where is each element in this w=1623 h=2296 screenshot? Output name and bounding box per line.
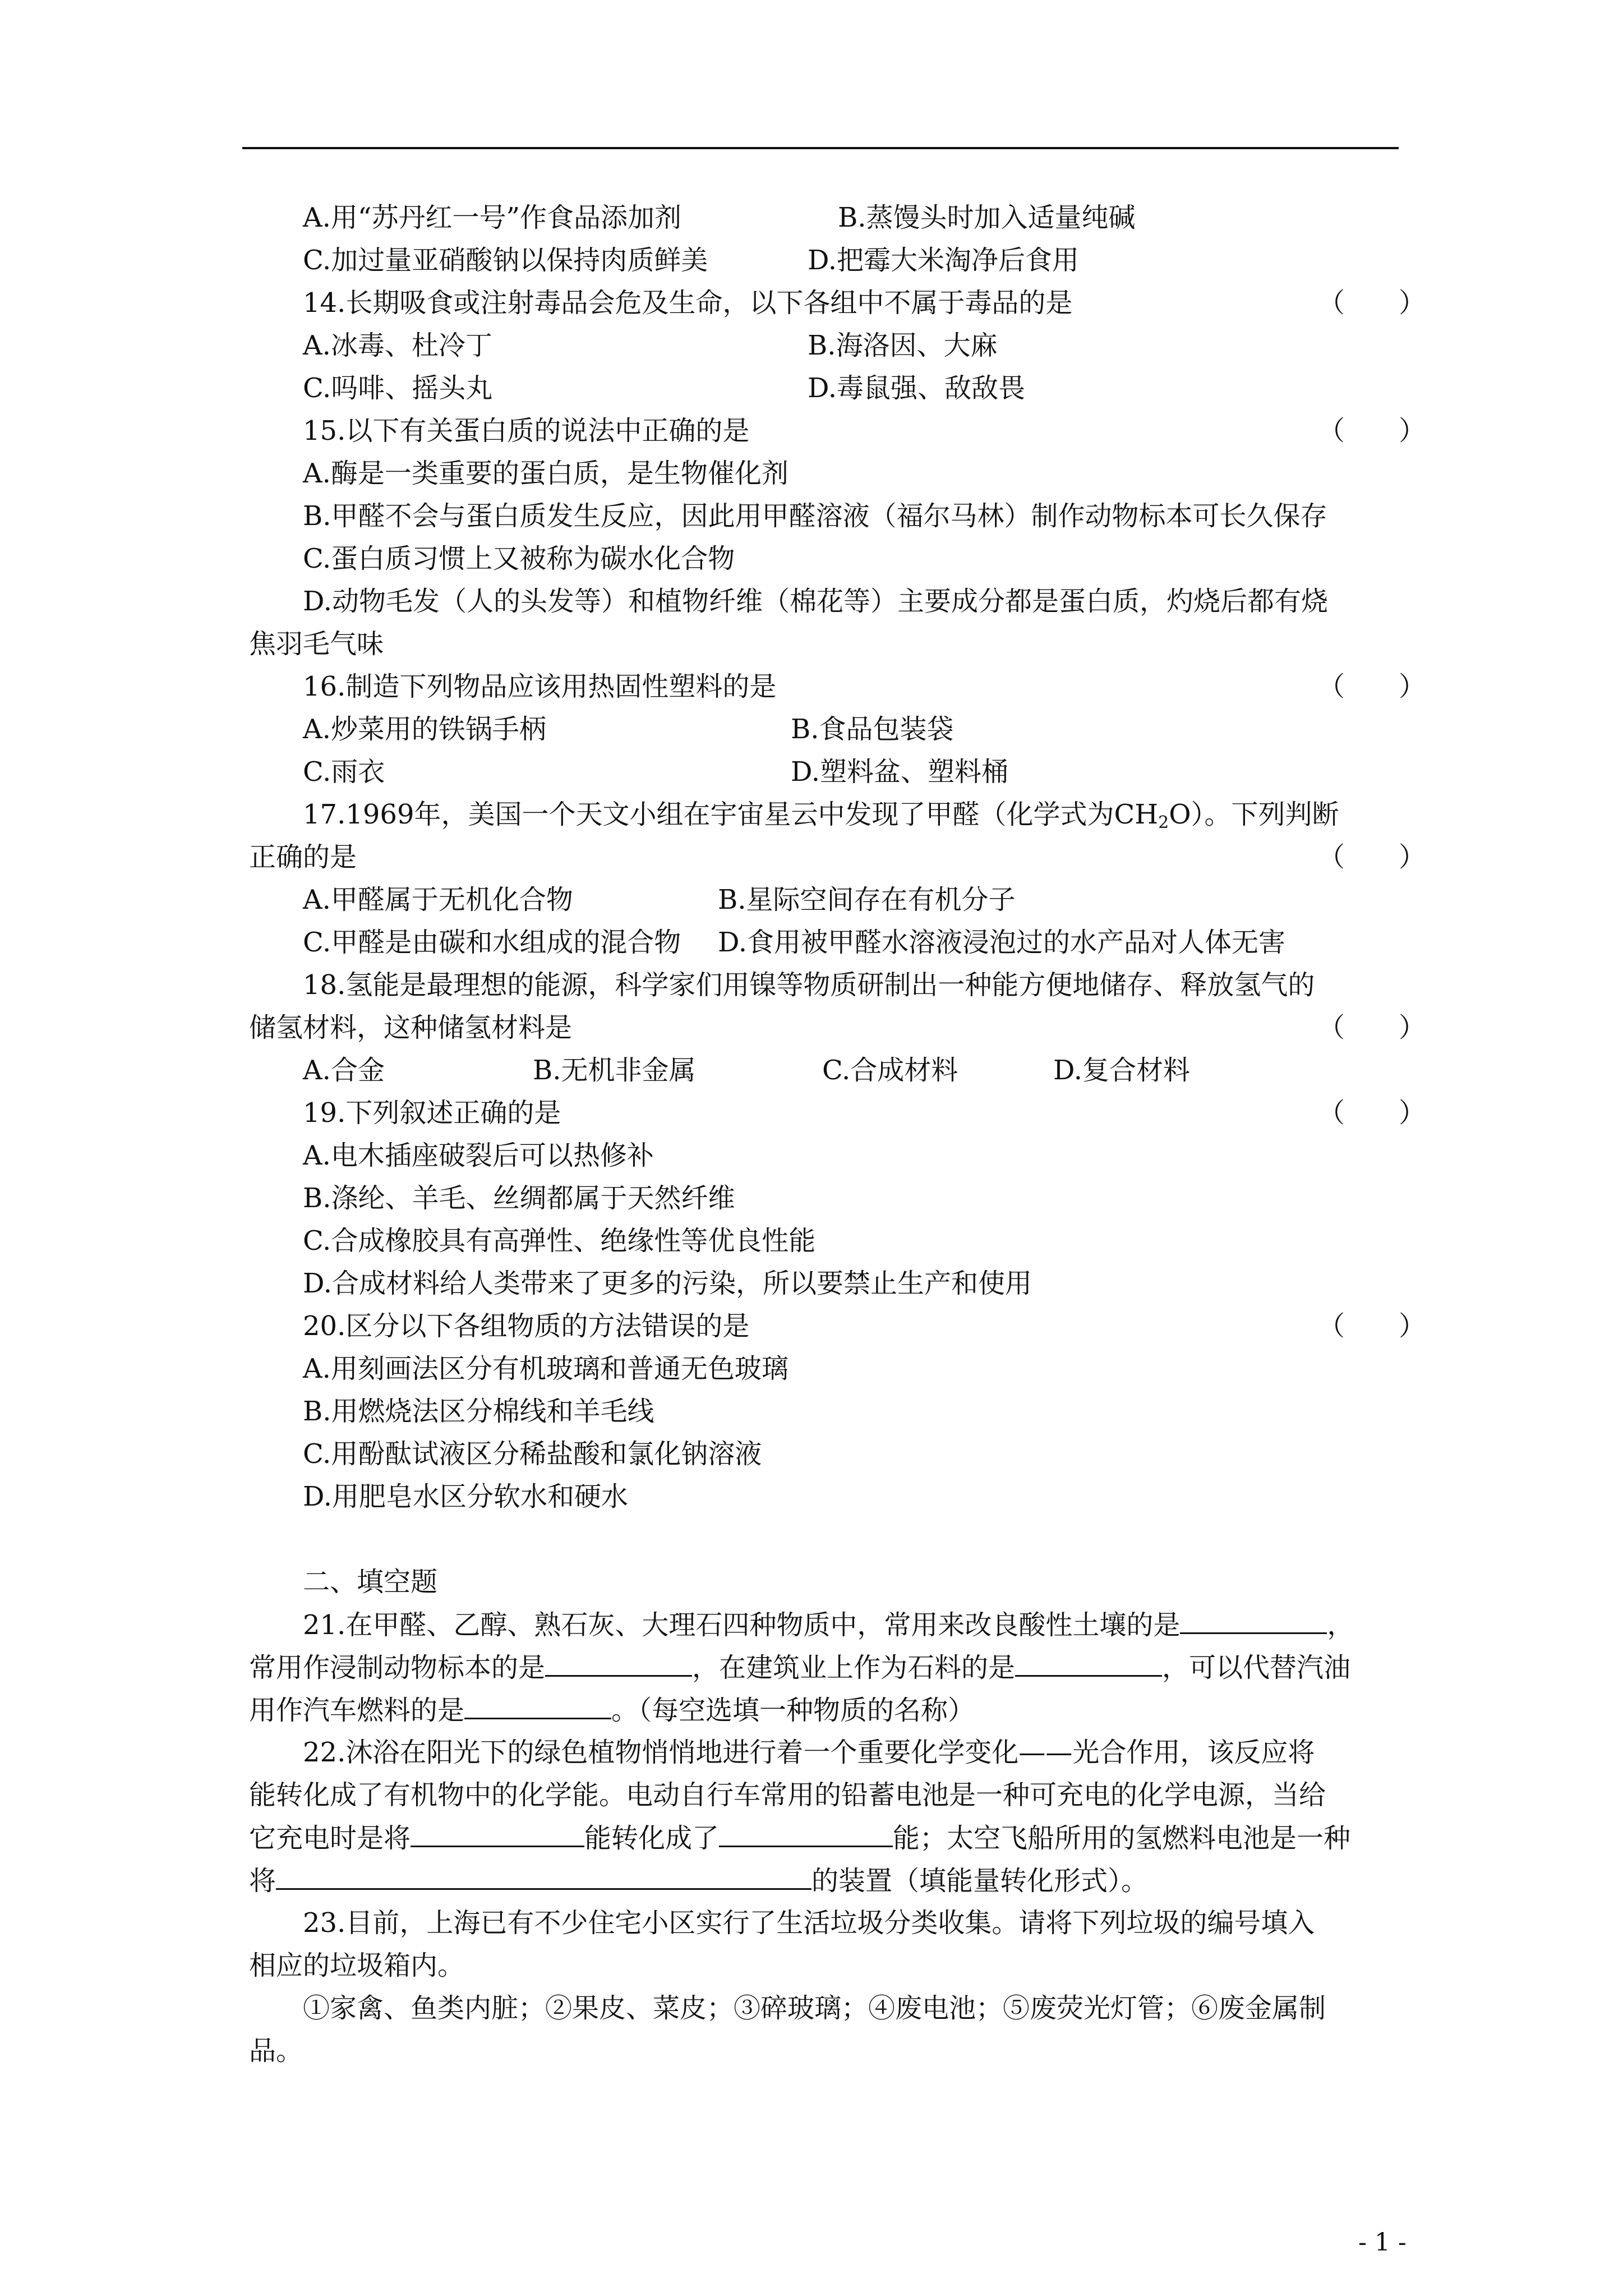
q15-option-d-line2: 焦羽毛气味 (249, 628, 384, 660)
page-number: - 1 - (1358, 2228, 1407, 2257)
q17-stem-part2: O）。下列判断 (1169, 799, 1339, 830)
q16-option-d: D.塑料盆、塑料桶 (791, 756, 1009, 788)
q18-option-b: B.无机非金属 (533, 1055, 696, 1086)
q23-line4: 品。 (249, 2035, 303, 2067)
q17-answer-paren: （ ） (1318, 841, 1426, 873)
q17-option-b: B.星际空间存在有机分子 (718, 884, 1016, 915)
q19-answer-paren: （ ） (1318, 1097, 1426, 1129)
q17-stem-line1 (303, 798, 1339, 831)
q14-option-d: D.毒鼠强、敌敌畏 (808, 372, 1026, 404)
q13-option-b: B.蒸馒头时加入适量纯碱 (838, 202, 1136, 233)
q23-line3: ①家禽、鱼类内脏；②果皮、菜皮；③碎玻璃；④废电池；⑤废荧光灯管；⑥废金属制 (303, 1993, 1326, 2024)
q15-option-c: C.蛋白质习惯上又被称为碳水化合物 (303, 543, 735, 574)
q22-text: 将 (249, 1865, 276, 1897)
q22-line4 (249, 1864, 1148, 1898)
q20-option-b: B.用燃烧法区分棉线和羊毛线 (303, 1396, 654, 1427)
q14-answer-paren: （ ） (1318, 287, 1426, 319)
q20-option-d: D.用肥皂水区分软水和硬水 (303, 1481, 629, 1512)
q21-text: 常用作浸制动物标本的是 (249, 1652, 546, 1683)
q17-stem-part1: 17.1969年，美国一个天文小组在宇宙星云中发现了甲醛（化学式为CH (303, 799, 1159, 830)
q22-text: 能；太空飞船所用的氢燃料电池是一种 (893, 1823, 1351, 1854)
q22-blank-3[interactable] (276, 1864, 811, 1890)
q21-blank-4[interactable] (464, 1693, 611, 1719)
q18-answer-paren: （ ） (1318, 1012, 1426, 1043)
q19-option-d: D.合成材料给人类带来了更多的污染，所以要禁止生产和使用 (303, 1268, 1032, 1299)
q23-line1: 23.目前，上海已有不少住宅小区实行了生活垃圾分类收集。请将下列垃圾的编号填入 (303, 1907, 1315, 1939)
q21-blank-1[interactable] (1180, 1608, 1327, 1634)
q14-stem: 14.长期吸食或注射毒品会危及生命，以下各组中不属于毒品的是 (303, 287, 1073, 319)
q19-stem: 19.下列叙述正确的是 (303, 1097, 561, 1129)
q19-option-c: C.合成橡胶具有高弹性、绝缘性等优良性能 (303, 1225, 816, 1257)
q15-option-a: A.酶是一类重要的蛋白质，是生物催化剂 (303, 458, 789, 489)
q22-line2: 能转化成了有机物中的化学能。电动自行车常用的铅蓄电池是一种可充电的化学电源，当给 (249, 1779, 1326, 1811)
q13-option-a: A.用“苏丹红一号”作食品添加剂 (303, 202, 682, 233)
q23-line2: 相应的垃圾箱内。 (249, 1950, 465, 1981)
q18-option-d: D.复合材料 (1053, 1055, 1191, 1086)
q21-comma: ， (1327, 1609, 1354, 1641)
q16-stem: 16.制造下列物品应该用热固性塑料的是 (303, 671, 777, 702)
q14-option-b: B.海洛因、大麻 (808, 330, 998, 361)
q16-option-b: B.食品包装袋 (791, 714, 954, 745)
q20-option-a: A.用刻画法区分有机玻璃和普通无色玻璃 (303, 1353, 789, 1384)
q18-option-c: C.合成材料 (822, 1055, 958, 1086)
q17-subscript: 2 (1158, 813, 1169, 832)
q15-stem: 15.以下有关蛋白质的说法中正确的是 (303, 415, 750, 447)
q19-option-a: A.电木插座破裂后可以热修补 (303, 1140, 654, 1171)
q21-text: ，可以代替汽油 (1162, 1652, 1351, 1683)
q22-text: 能转化成了 (584, 1823, 720, 1854)
q19-option-b: B.涤纶、羊毛、丝绸都属于天然纤维 (303, 1182, 735, 1214)
q21-blank-3[interactable] (1015, 1650, 1162, 1677)
q21-text: 21.在甲醛、乙醇、熟石灰、大理石四种物质中，常用来改良酸性土壤的是 (303, 1609, 1181, 1641)
q15-answer-paren: （ ） (1318, 415, 1426, 447)
q18-option-a: A.合金 (303, 1055, 385, 1086)
q17-option-c: C.甲醛是由碳和水组成的混合物 (303, 927, 681, 958)
q22-blank-1[interactable] (411, 1821, 584, 1847)
q16-option-c: C.雨衣 (303, 756, 385, 788)
q16-answer-paren: （ ） (1318, 671, 1426, 702)
q20-option-c: C.用酚酞试液区分稀盐酸和氯化钠溶液 (303, 1438, 762, 1470)
header-rule (242, 147, 1399, 149)
q21-text: 用作汽车燃料的是 (249, 1695, 465, 1726)
q22-blank-2[interactable] (719, 1821, 893, 1847)
q21-line2 (249, 1650, 1350, 1685)
q18-stem-line1: 18.氢能是最理想的能源，科学家们用镍等物质研制出一种能方便地储存、释放氢气的 (303, 969, 1315, 1001)
q21-line1 (303, 1608, 1354, 1642)
q20-answer-paren: （ ） (1318, 1310, 1426, 1342)
q18-stem-line2: 储氢材料，这种储氢材料是 (249, 1012, 573, 1043)
q14-option-c: C.吗啡、摇头丸 (303, 372, 493, 404)
q22-text: 的装置（填能量转化形式）。 (811, 1865, 1149, 1897)
q15-option-b: B.甲醛不会与蛋白质发生反应，因此用甲醛溶液（福尔马林）制作动物标本可长久保存 (303, 500, 1327, 532)
q13-option-c: C.加过量亚硝酸钠以保持肉质鲜美 (303, 245, 708, 276)
q17-option-d: D.食用被甲醛水溶液浸泡过的水产品对人体无害 (718, 927, 1286, 958)
q22-text: 它充电时是将 (249, 1823, 411, 1854)
section-title-fill-in: 二、填空题 (303, 1566, 438, 1598)
q17-option-a: A.甲醛属于无机化合物 (303, 884, 573, 915)
q15-option-d-line1: D.动物毛发（人的头发等）和植物纤维（棉花等）主要成分都是蛋白质，灼烧后都有烧 (303, 586, 1329, 617)
q21-line3 (249, 1693, 975, 1727)
q21-blank-2[interactable] (545, 1650, 692, 1677)
q16-option-a: A.炒菜用的铁锅手柄 (303, 714, 546, 745)
q13-option-d: D.把霉大米淘净后食用 (808, 245, 1080, 276)
q22-line1: 22.沐浴在阳光下的绿色植物悄悄地进行着一个重要化学变化——光合作用，该反应将 (303, 1737, 1315, 1768)
q17-stem-line2: 正确的是 (249, 841, 357, 873)
q14-option-a: A.冰毒、杜冷丁 (303, 330, 492, 361)
q21-text: 。（每空选填一种物质的名称） (611, 1695, 975, 1726)
q20-stem: 20.区分以下各组物质的方法错误的是 (303, 1310, 750, 1342)
q22-line3 (249, 1821, 1350, 1855)
q21-text: ，在建筑业上作为石料的是 (692, 1652, 1016, 1683)
